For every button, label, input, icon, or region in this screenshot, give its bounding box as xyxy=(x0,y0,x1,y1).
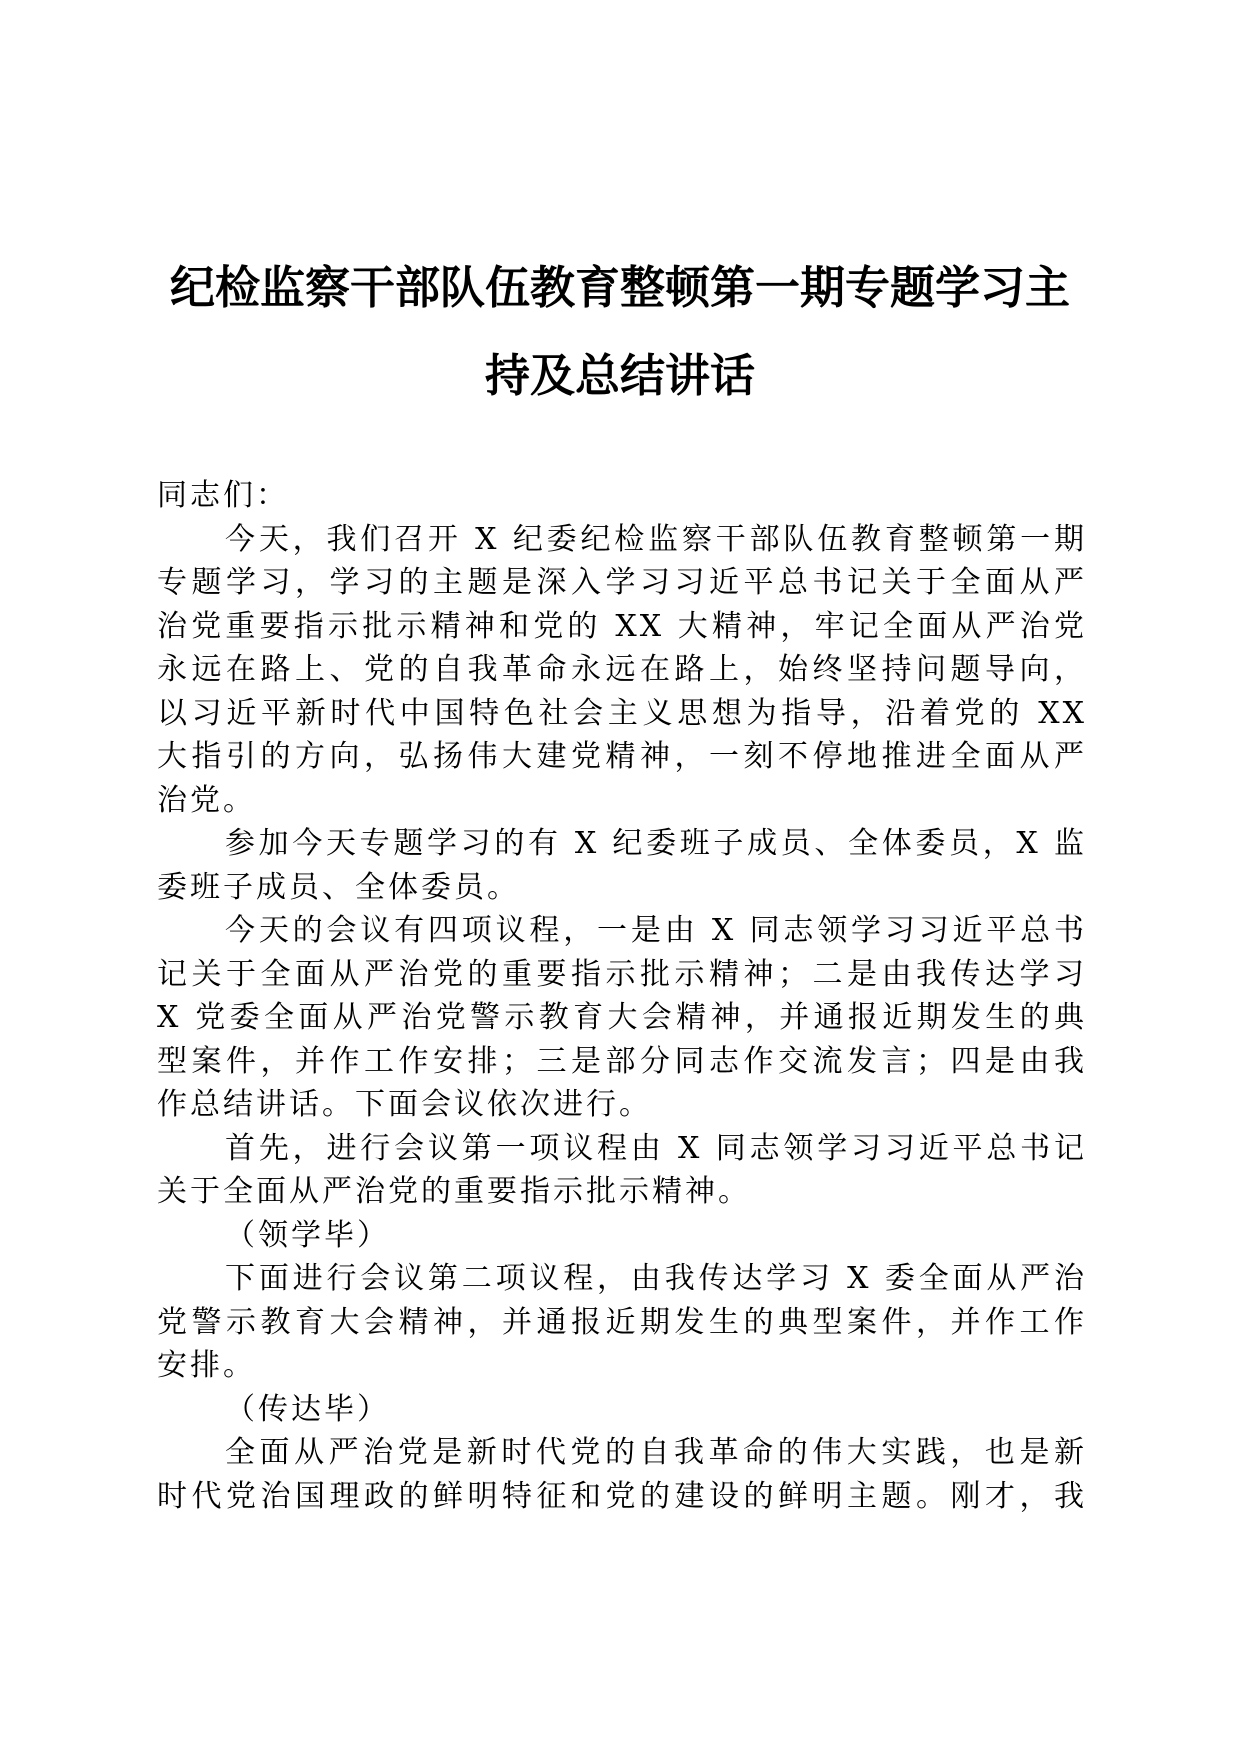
body-text-line: 以习近平新时代中国特色社会主义思想为指导，沿着党的 XX xyxy=(157,695,1087,731)
body-text-line: 永远在路上、党的自我革命永远在路上，始终坚持问题导向， xyxy=(157,652,1087,687)
body-text-line: 关于全面从严治党的重要指示批示精神。 xyxy=(157,1174,751,1209)
document-body xyxy=(157,474,1087,1518)
body-text-line: 参加今天专题学习的有 X 纪委班子成员、全体委员，X 监 xyxy=(225,826,1087,861)
body-text-line: （领学毕） xyxy=(225,1217,390,1253)
body-text-line: 全面从严治党是新时代党的自我革命的伟大实践，也是新 xyxy=(225,1435,1087,1470)
body-text-line: 委班子成员、全体委员。 xyxy=(157,869,520,905)
body-text-line: 下面进行会议第二项议程，由我传达学习 X 委全面从严治 xyxy=(225,1261,1087,1296)
document-title-line-2: 持及总结讲话 xyxy=(484,349,755,402)
body-text-line: 作总结讲话。下面会议依次进行。 xyxy=(157,1087,652,1122)
document-title-line-1: 纪检监察干部队伍教育整顿第一期专题学习主 xyxy=(169,261,1070,314)
body-text-line: 型案件，并作工作安排；三是部分同志作交流发言；四是由我 xyxy=(157,1043,1087,1079)
body-text-line: 安排。 xyxy=(157,1348,256,1383)
body-text-line: 治党。 xyxy=(157,782,256,818)
body-text-line: 首先，进行会议第一项议程由 X 同志领学习习近平总书记 xyxy=(225,1130,1087,1166)
body-text-line: 时代党治国理政的鲜明特征和党的建设的鲜明主题。刚才，我 xyxy=(157,1478,1087,1514)
body-text-line: 同志们： xyxy=(157,478,289,513)
body-text-line: 党警示教育大会精神，并通报近期发生的典型案件，并作工作 xyxy=(157,1304,1087,1340)
body-text-line: 大指引的方向，弘扬伟大建党精神，一刻不停地推进全面从严 xyxy=(157,739,1087,774)
body-text-line: （传达毕） xyxy=(225,1391,390,1427)
body-text-line: 专题学习，学习的主题是深入学习习近平总书记关于全面从严 xyxy=(157,565,1087,600)
body-text-line: 今天，我们召开 X 纪委纪检监察干部队伍教育整顿第一期 xyxy=(225,521,1087,557)
body-text-line: 记关于全面从严治党的重要指示批示精神；二是由我传达学习 xyxy=(157,956,1087,992)
body-text-line: 治党重要指示批示精神和党的 XX 大精神，牢记全面从严治党 xyxy=(157,608,1087,644)
body-text-line: X 党委全面从严治党警示教育大会精神，并通报近期发生的典 xyxy=(157,1000,1087,1035)
body-text-line: 今天的会议有四项议程，一是由 X 同志领学习习近平总书 xyxy=(225,913,1087,948)
